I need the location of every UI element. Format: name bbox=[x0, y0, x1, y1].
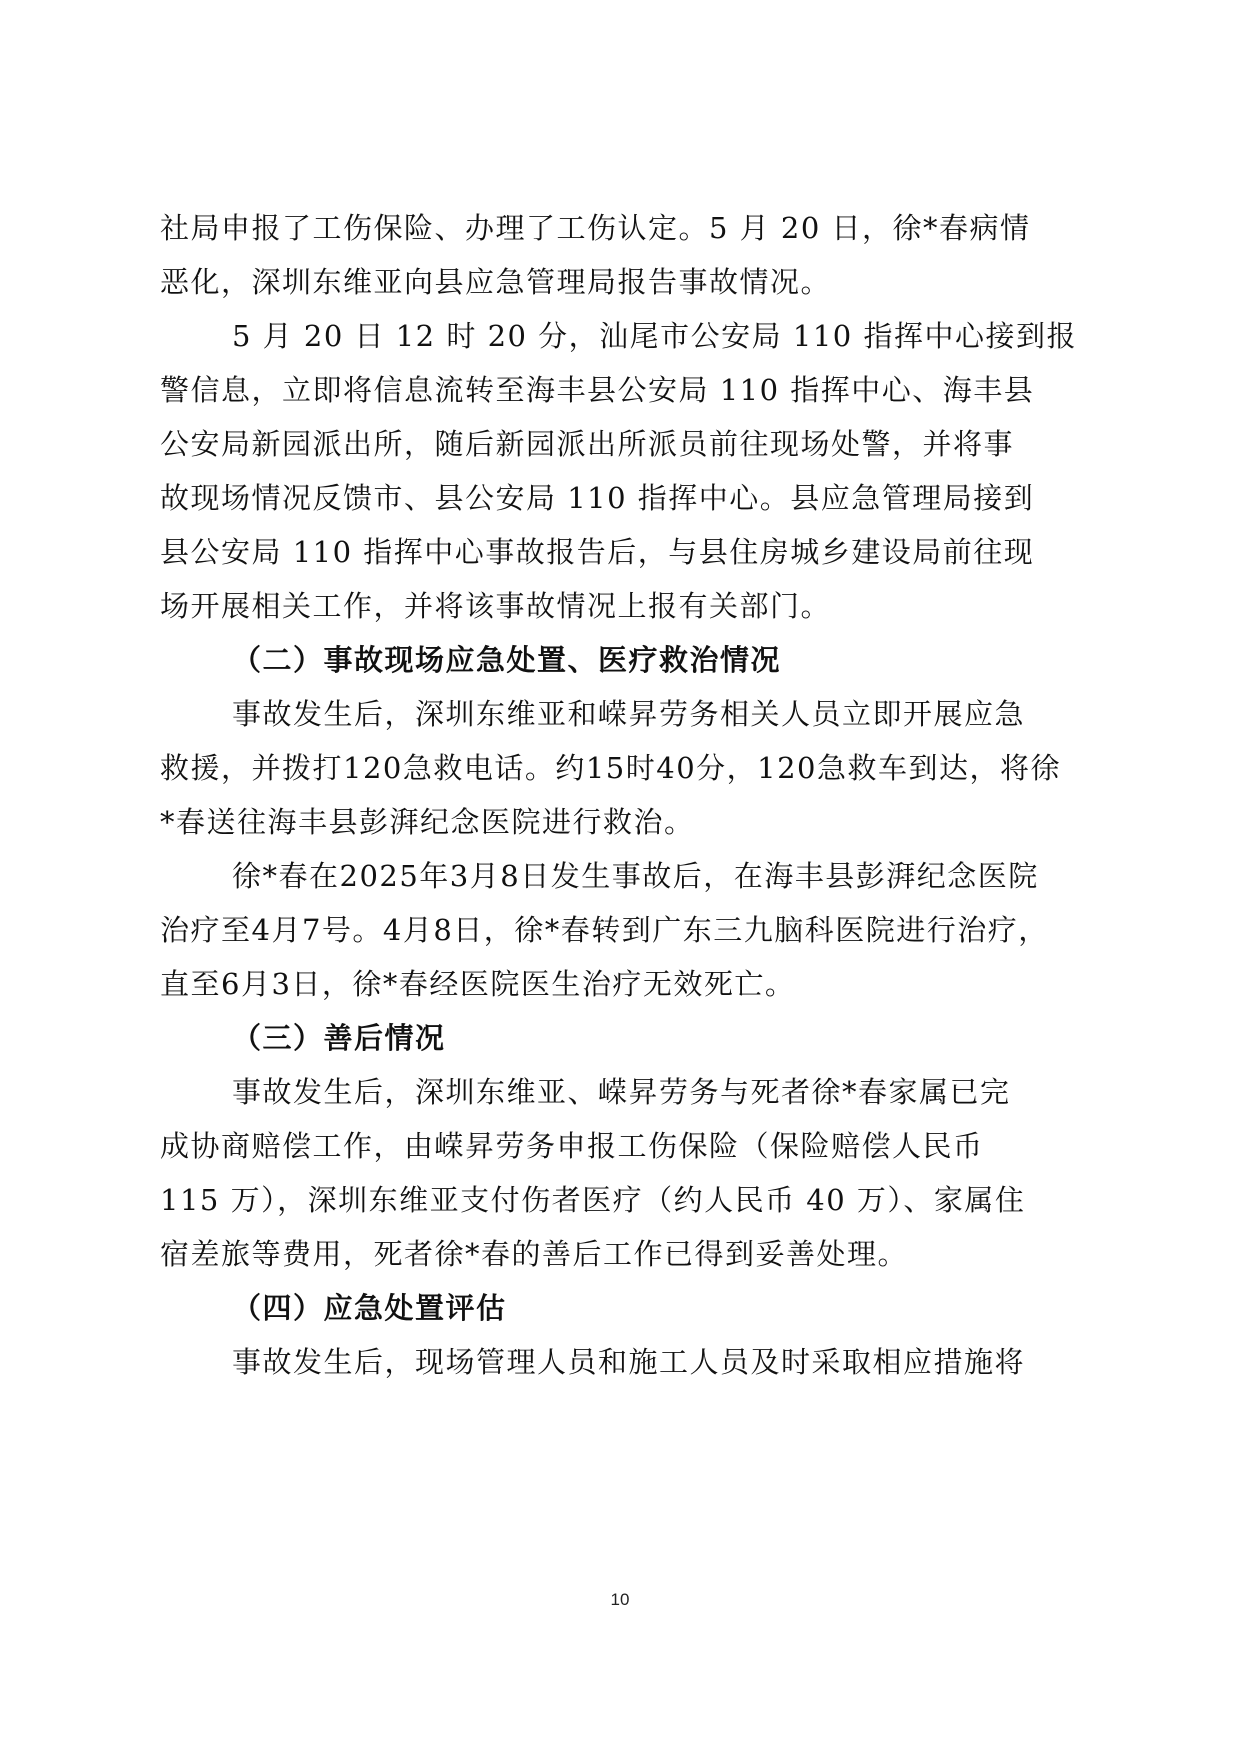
paragraph-line: 宿差旅等费用，死者徐*春的善后工作已得到妥善处理。 bbox=[160, 1237, 909, 1271]
paragraph-line: 恶化，深圳东维亚向县应急管理局报告事故情况。 bbox=[160, 265, 832, 299]
paragraph-line: 公安局新园派出所，随后新园派出所派员前往现场处警，并将事 bbox=[160, 427, 1015, 461]
section-heading-2: （二）事故现场应急处置、医疗救治情况 bbox=[232, 643, 782, 677]
paragraph-line: 5 月 20 日 12 时 20 分，汕尾市公安局 110 指挥中心接到报 bbox=[232, 319, 1077, 353]
paragraph-line: 治疗至4月7号。4月8日，徐*春转到广东三九脑科医院进行治疗， bbox=[160, 913, 1049, 947]
paragraph-line: 社局申报了工伤保险、办理了工伤认定。5 月 20 日，徐*春病情 bbox=[160, 211, 1031, 245]
paragraph-line: *春送往海丰县彭湃纪念医院进行救治。 bbox=[160, 805, 695, 839]
paragraph-line: 事故发生后，深圳东维亚和嵘昇劳务相关人员立即开展应急 bbox=[232, 697, 1026, 731]
paragraph-line: 直至6月3日，徐*春经医院医生治疗无效死亡。 bbox=[160, 967, 796, 1001]
section-heading-4: （四）应急处置评估 bbox=[232, 1291, 507, 1325]
paragraph-line: 115 万），深圳东维亚支付伤者医疗（约人民币 40 万）、家属住 bbox=[160, 1183, 1026, 1217]
paragraph-line: 成协商赔偿工作，由嵘昇劳务申报工伤保险（保险赔偿人民币 bbox=[160, 1129, 984, 1163]
paragraph-line: 徐*春在2025年3月8日发生事故后，在海丰县彭湃纪念医院 bbox=[232, 859, 1039, 893]
paragraph-line: 警信息，立即将信息流转至海丰县公安局 110 指挥中心、海丰县 bbox=[160, 373, 1035, 407]
paragraph-line: 县公安局 110 指挥中心事故报告后，与县住房城乡建设局前往现 bbox=[160, 535, 1035, 569]
paragraph-line: 故现场情况反馈市、县公安局 110 指挥中心。县应急管理局接到 bbox=[160, 481, 1035, 515]
page-number: 10 bbox=[610, 1590, 630, 1609]
paragraph-line: 事故发生后，深圳东维亚、嵘昇劳务与死者徐*春家属已完 bbox=[232, 1075, 1011, 1109]
paragraph-line: 事故发生后，现场管理人员和施工人员及时采取相应措施将 bbox=[232, 1345, 1026, 1379]
section-heading-3: （三）善后情况 bbox=[232, 1021, 446, 1055]
paragraph-line: 场开展相关工作，并将该事故情况上报有关部门。 bbox=[160, 589, 832, 623]
paragraph-line: 救援，并拨打120急救电话。约15时40分，120急救车到达，将徐 bbox=[160, 751, 1062, 785]
